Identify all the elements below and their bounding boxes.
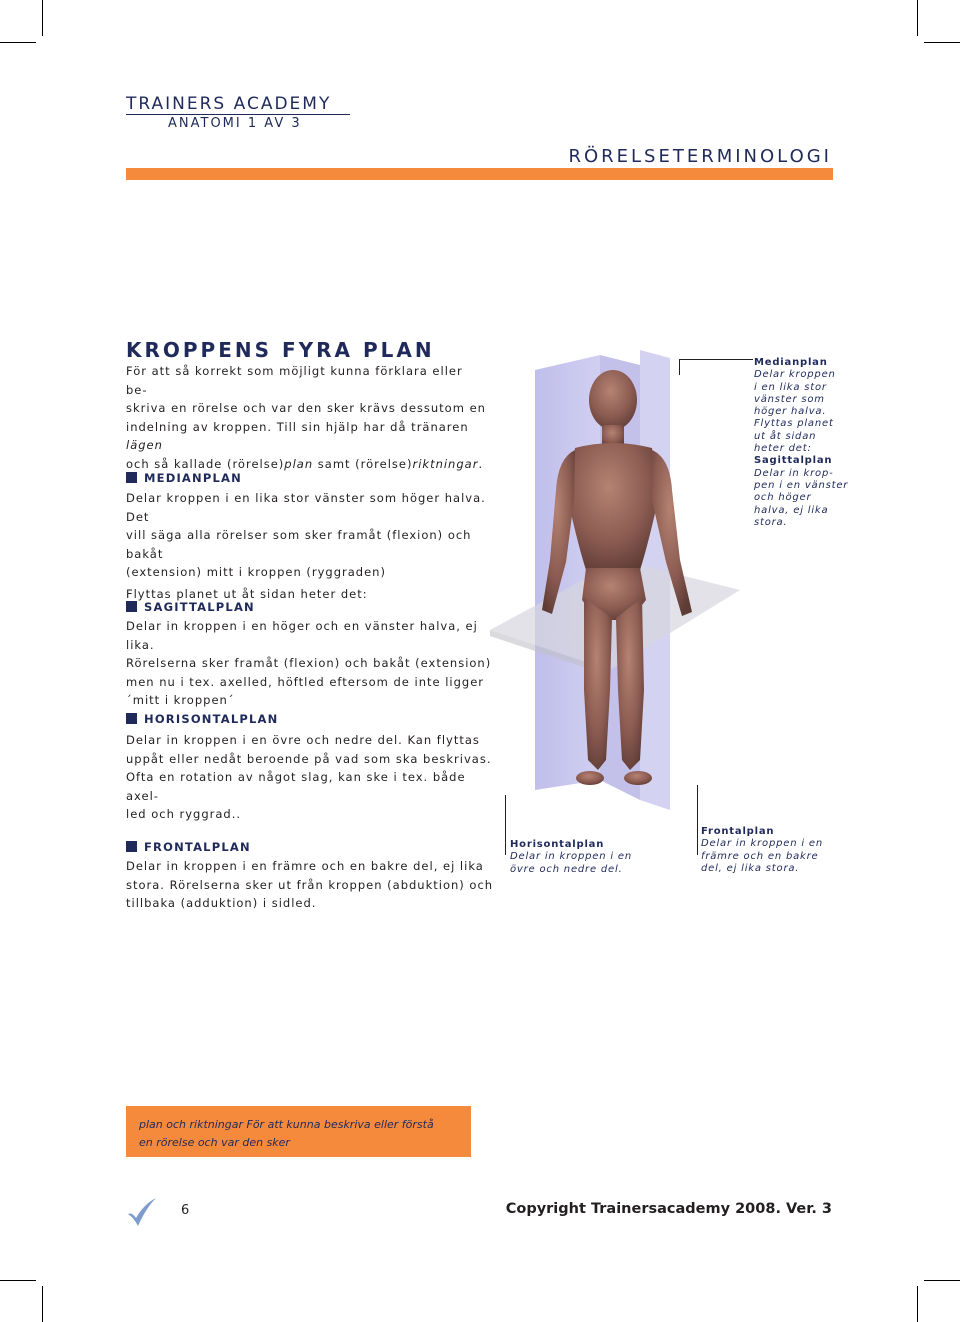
sagittalplan-text: Delar in kroppen i en höger och en vänster halva, ej lika. Rörelserna sker framåt (flexion) och bakåt (extension) men nu i tex. axelled, höftled eftersom de inte ligger ´mitt i kroppen´ (126, 619, 492, 707)
frontalplan-text: Delar in kroppen i en främre och en bakre del, ej lika stora. Rörelserna sker ut från kroppen (abduktion) och tillbaka (adduktion) i sidled. (126, 859, 494, 910)
crop-mark (924, 42, 960, 43)
intro-line: indelning av kroppen. Till sin hjälp har då tränaren lägen (126, 419, 469, 452)
bullet-square-icon (126, 601, 137, 612)
bullet-square-icon (126, 713, 137, 724)
frontalplan-leader-line (697, 785, 698, 855)
brand-subtitle: ANATOMI 1 AV 3 (168, 116, 302, 131)
horisontalplan-leader-line (505, 795, 506, 855)
medianplan-heading: MEDIANPLAN (126, 471, 242, 485)
crop-mark (42, 0, 43, 36)
frontalplan-heading: FRONTALPLAN (126, 840, 251, 854)
crop-mark (924, 1280, 960, 1281)
horisontalplan-callout: Horisontalplan Delar in kroppen i en övre och nedre del. (510, 839, 632, 875)
crop-mark (0, 42, 36, 43)
horisontalplan-heading: HORISONTALPLAN (126, 712, 278, 726)
medianplan-text: Delar kroppen i en lika stor vänster som höger halva. Det vill säga alla rörelser som sker framåt (flexion) och bakåt (extension) mitt i kroppen (ryggraden) Flyttas planet ut åt sidan heter det: (126, 491, 486, 601)
crop-mark (42, 1286, 43, 1322)
intro-line: skriva en rörelse och var den sker krävs dessutom en (126, 401, 486, 415)
section-title: KROPPENS FYRA PLAN (126, 338, 435, 362)
page-title: RÖRELSETERMINOLOGI (568, 146, 832, 167)
brand-underline (126, 114, 350, 115)
page-number: 6 (181, 1203, 190, 1218)
copyright-text: Copyright Trainersacademy 2008. Ver. 3 (505, 1201, 832, 1217)
intro-line: och så kallade (rörelse)plan samt (rörelse)riktningar. (126, 456, 484, 471)
horisontalplan-text: Delar in kroppen i en övre och nedre del. Kan flyttas uppåt eller nedåt beroende på vad som ska beskrivas. Ofta en rotation av något slag, kan ske i tex. både axel- led och ryggrad.. (126, 733, 492, 821)
bullet-square-icon (126, 841, 137, 852)
note-box-text: plan och riktningar För att kunna beskriva eller förstå en rörelse och var den sker (139, 1118, 434, 1149)
crop-mark (0, 1280, 36, 1281)
medianplan-leader-line (679, 359, 753, 360)
header-bar (126, 168, 833, 180)
crop-mark (917, 1286, 918, 1322)
intro-line: För att så korrekt som möjligt kunna förklara eller be- (126, 364, 463, 397)
brand-title: TRAINERS ACADEMY (126, 94, 332, 114)
medianplan-callout: Medianplan Delar kroppen i en lika stor vänster som höger halva. Flyttas planet ut åt sidan heter det: Sagittalplan Delar in krop- pen i en vänster och höger halva, ej lika stora. (754, 357, 849, 528)
intro-paragraph (126, 362, 486, 473)
medianplan-leader-line (679, 359, 680, 375)
sagittalplan-heading: SAGITTALPLAN (126, 600, 255, 614)
crop-mark (917, 0, 918, 36)
frontalplan-callout: Frontalplan Delar in kroppen i en främre och en bakre del, ej lika stora. (701, 826, 823, 874)
body-planes-illustration (480, 330, 750, 850)
bullet-square-icon (126, 472, 137, 483)
checkmark-icon (126, 1196, 158, 1228)
